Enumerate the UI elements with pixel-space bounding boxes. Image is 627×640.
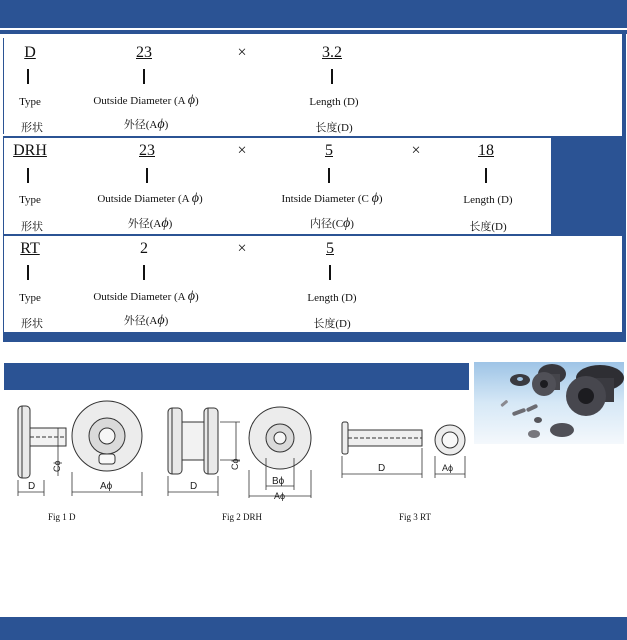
header-underline [0,30,627,34]
length-value-rt: 5 [326,240,334,257]
outside-diameter-label-cn-d: 外径(Aϕ) [123,117,169,132]
type-label-en-rt: Type [19,292,41,304]
type-label-en-d: Type [19,96,41,108]
outside-diameter-label-en-rt: Outside Diameter (A ϕ) [93,289,199,304]
outside-diameter-label-en-drh: Outside Diameter (A ϕ) [97,191,203,206]
length-value-drh: 18 [478,142,494,159]
fig2-dim-c: Cϕ [230,458,240,470]
inside-diameter-label-en-drh: Intside Diameter (C ϕ) [281,191,383,206]
tick-type-d [27,69,29,84]
outside-diameter-label-en-d: Outside Diameter (A ϕ) [93,93,199,108]
fig2-dim-b: Bϕ [272,476,285,487]
type-code-d: D [24,44,36,61]
outside-diameter-label-cn-drh: 外径(Aϕ) [127,216,173,231]
length-label-cn-rt: 长度(D) [313,318,351,330]
tick-len-rt [329,265,331,280]
times-sign-rt: × [237,240,247,257]
tick-type-drh [27,168,29,183]
times-sign-d: × [237,44,247,61]
times-sign-drh-1: × [237,142,247,159]
fig1-side-flange [18,406,30,478]
fig2-body [182,422,204,460]
type-label-cn-rt: 形状 [21,318,43,330]
top-header-band [0,0,627,28]
tick-len-d [331,69,333,84]
type-code-drh: DRH [13,142,47,159]
tick-a-rt [143,265,145,280]
fig2-left-flange [168,408,182,474]
figure-1-caption: Fig 1 D [48,512,76,522]
table-bottom-band [3,332,626,342]
figure-2-caption: Fig 2 DRH [222,512,263,522]
product-photo [474,362,624,444]
outside-diameter-label-cn-rt: 外径(Aϕ) [123,313,169,328]
fig3-dim-d: D [378,463,386,474]
length-value-d: 3.2 [322,44,342,61]
spec-block-rt [3,236,551,332]
figure-3-caption: Fig 3 RT [399,512,431,522]
tick-c-drh [328,168,330,183]
figure-1-d-drawing [4,398,154,502]
spec-block-drh [3,138,551,234]
tick-a-d [143,69,145,84]
fig3-head [342,422,348,454]
figure-3-rt-drawing [338,412,472,484]
type-label-cn-drh: 形状 [21,221,43,233]
fig1-dim-a: Aϕ [100,481,113,492]
type-label-cn-d: 形状 [21,122,43,134]
fig1-dim-d: D [28,481,36,492]
outside-diameter-value-d: 23 [136,44,152,61]
spec-block-d [3,38,551,134]
tick-len-drh [485,168,487,183]
length-label-en-rt: Length (D) [307,292,357,304]
length-label-en-d: Length (D) [309,96,359,108]
fig2-right-flange [204,408,218,474]
footer-band [0,617,627,640]
figure-2-drh-drawing [160,398,320,502]
length-label-cn-d: 长度(D) [315,122,353,134]
figures-header-band [4,363,469,390]
type-code-rt: RT [20,240,40,257]
fig3-dim-a: Aϕ [442,463,454,473]
inside-diameter-label-cn-drh: 内径(Cϕ) [310,216,354,231]
fig2-dim-a: Aϕ [274,491,286,501]
fig1-dim-c: Cϕ [52,460,62,472]
fig2-dim-d: D [190,481,198,492]
drh-side-panel [551,138,626,234]
small-ring-image [510,374,530,386]
length-label-cn-drh: 长度(D) [469,221,507,233]
outside-diameter-value-rt: 2 [140,240,148,257]
type-label-en-drh: Type [19,194,41,206]
tick-a-drh [146,168,148,183]
length-label-en-drh: Length (D) [463,194,513,206]
tick-type-rt [27,265,29,280]
outside-diameter-value-drh: 23 [139,142,155,159]
times-sign-drh-2: × [411,142,421,159]
inside-diameter-value-drh: 5 [325,142,333,159]
